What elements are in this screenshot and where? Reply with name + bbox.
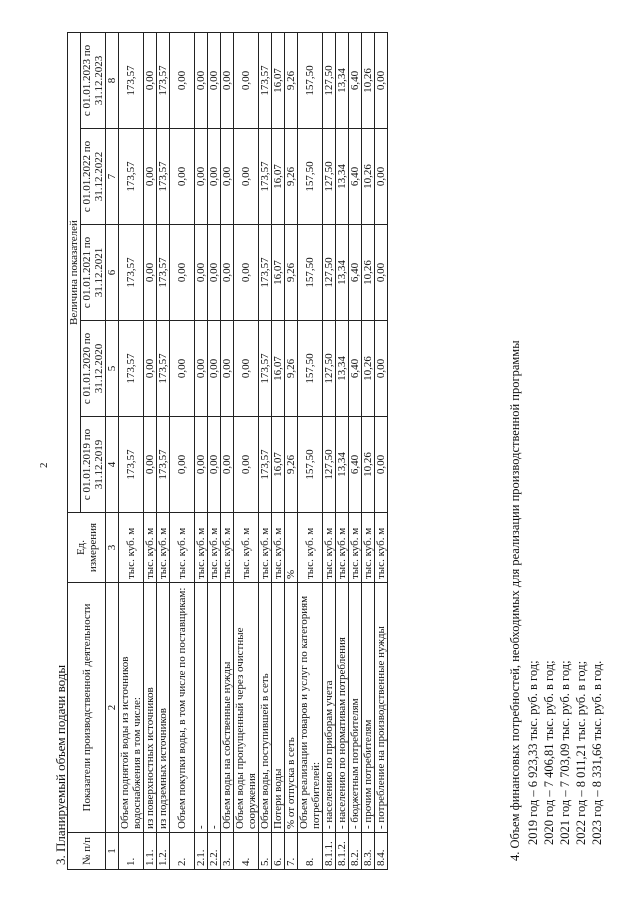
row-value: 0,00 [375,417,388,513]
row-value: 0,00 [208,225,221,321]
row-value: 0,00 [208,33,221,129]
row-unit: тыс. куб. м [119,513,144,583]
row-value: 127,50 [323,33,336,129]
row-number: 2.1. [195,833,208,870]
row-value: 16,07 [272,33,285,129]
row-indicator: - [208,583,221,833]
row-value: 16,07 [272,321,285,417]
row-number: 2.2. [208,833,221,870]
table-row [157,33,170,870]
table-row [336,33,349,870]
row-number: 8.2. [349,833,362,870]
row-value: 6,40 [349,417,362,513]
row-value: 0,00 [195,33,208,129]
row-value: 0,00 [375,33,388,129]
row-value: 173,57 [157,33,170,129]
row-indicator: Потери воды [272,583,285,833]
row-value: 173,57 [259,33,272,129]
row-value: 157,50 [298,417,323,513]
row-value: 0,00 [221,33,234,129]
row-unit: тыс. куб. м [144,513,157,583]
row-value: 9,26 [285,33,298,129]
row-value: 173,57 [157,321,170,417]
table-row [323,33,336,870]
row-value: 6,40 [349,225,362,321]
row-indicator: из подземных источников [157,583,170,833]
row-value: 16,07 [272,129,285,225]
row-unit: тыс. куб. м [208,513,221,583]
row-value: 6,40 [349,321,362,417]
row-value: 173,57 [119,225,144,321]
row-value: 9,26 [285,321,298,417]
row-value: 0,00 [195,129,208,225]
row-value: 127,50 [323,129,336,225]
table-row [349,33,362,870]
row-unit: тыс. куб. м [298,513,323,583]
table-row [362,33,375,870]
table-row [170,33,195,870]
row-number: 5. [259,833,272,870]
row-value: 10,26 [362,417,375,513]
row-value: 157,50 [298,225,323,321]
row-value: 0,00 [208,417,221,513]
row-value: 0,00 [208,321,221,417]
section-4-title: 4. Объем финансовых потребностей, необходимых для реализации производственной программы [508,340,522,861]
row-number: 1.2. [157,833,170,870]
column-index: 5 [106,321,119,417]
row-indicator: - населению по приборам учета [323,583,336,833]
row-value: 6,40 [349,33,362,129]
header-indicator: Показатели производственной деятельности [68,583,106,833]
row-value: 0,00 [234,33,259,129]
row-value: 0,00 [170,417,195,513]
column-index: 3 [106,513,119,583]
column-index: 4 [106,417,119,513]
row-value: 173,57 [157,225,170,321]
row-value: 0,00 [144,225,157,321]
row-value: 0,00 [234,129,259,225]
table-row [208,33,221,870]
row-unit: тыс. куб. м [323,513,336,583]
row-value: 9,26 [285,225,298,321]
row-value: 173,57 [259,225,272,321]
header-period: с 01.01.2021 по 31.12.2021 [81,225,106,321]
table-row [144,33,157,870]
column-index: 7 [106,129,119,225]
row-indicator: Объем покупки воды, в том числе по поставщикам: [170,583,195,833]
header-period: с 01.01.2019 по 31.12.2019 [81,417,106,513]
row-value: 157,50 [298,321,323,417]
row-value: 16,07 [272,225,285,321]
column-index: 6 [106,225,119,321]
row-unit: тыс. куб. м [362,513,375,583]
column-index: 2 [106,583,119,833]
row-unit: тыс. куб. м [375,513,388,583]
finance-year-line: 2022 год – 8 011,21 тыс. руб. в год; [574,660,588,845]
row-indicator: % от отпуска в сеть [285,583,298,833]
row-indicator: из поверхностных источников [144,583,157,833]
column-index: 8 [106,33,119,129]
row-value: 0,00 [195,225,208,321]
row-value: 0,00 [375,225,388,321]
finance-year-line: 2019 год – 6 923,33 тыс. руб. в год; [526,660,540,845]
row-unit: % [285,513,298,583]
row-value: 0,00 [375,321,388,417]
row-number: 8.1.2. [336,833,349,870]
row-value: 0,00 [144,33,157,129]
row-value: 13,34 [336,129,349,225]
row-indicator: - прочим потребителям [362,583,375,833]
row-value: 13,34 [336,321,349,417]
finance-year-line: 2021 год – 7 703,09 тыс. руб. в год; [558,660,572,845]
finance-year-line: 2020 год – 7 406,81 тыс. руб. в год; [542,660,556,845]
table-row [298,33,323,870]
row-value: 0,00 [195,417,208,513]
row-value: 173,57 [119,33,144,129]
row-number: 3. [221,833,234,870]
row-number: 4. [234,833,259,870]
row-value: 16,07 [272,417,285,513]
row-value: 10,26 [362,129,375,225]
row-unit: тыс. куб. м [336,513,349,583]
row-indicator: - [195,583,208,833]
table-row [234,33,259,870]
row-value: 173,57 [259,129,272,225]
row-value: 0,00 [234,321,259,417]
row-unit: тыс. куб. м [157,513,170,583]
row-value: 173,57 [119,129,144,225]
column-index-row [106,33,119,870]
row-indicator: Объем воды на собственные нужды [221,583,234,833]
row-indicator: - населению по нормативам потребления [336,583,349,833]
row-number: 7. [285,833,298,870]
row-value: 10,26 [362,33,375,129]
row-indicator: - потребление на производственные нужды [375,583,388,833]
row-value: 0,00 [208,129,221,225]
row-value: 173,57 [157,417,170,513]
table-row [221,33,234,870]
page-number: 2 [38,462,50,468]
header-num: № п/п [68,833,106,870]
row-indicator: - бюджетным потребителям [349,583,362,833]
row-number: 6. [272,833,285,870]
row-value: 173,57 [259,417,272,513]
row-value: 13,34 [336,225,349,321]
row-value: 10,26 [362,225,375,321]
row-value: 0,00 [170,225,195,321]
row-value: 173,57 [157,129,170,225]
row-unit: тыс. куб. м [170,513,195,583]
row-value: 6,40 [349,129,362,225]
table-row [195,33,208,870]
row-value: 13,34 [336,33,349,129]
table-row [119,33,144,870]
row-value: 0,00 [221,225,234,321]
row-value: 127,50 [323,225,336,321]
table-row [375,33,388,870]
table-row [259,33,272,870]
column-index: 1 [106,833,119,870]
row-value: 0,00 [170,129,195,225]
row-unit: тыс. куб. м [221,513,234,583]
row-value: 0,00 [375,129,388,225]
row-indicator: Объем поднятой воды из источников водоснабжения в том числе: [119,583,144,833]
row-value: 0,00 [234,225,259,321]
row-value: 13,34 [336,417,349,513]
row-number: 8.3. [362,833,375,870]
header-period: с 01.01.2020 по 31.12.2020 [81,321,106,417]
finance-year-line: 2023 год – 8 331,66 тыс. руб. в год. [590,660,604,845]
row-value: 127,50 [323,321,336,417]
row-value: 0,00 [234,417,259,513]
row-unit: тыс. куб. м [349,513,362,583]
row-value: 0,00 [170,321,195,417]
row-value: 127,50 [323,417,336,513]
row-indicator: Объем воды пропущенный через очистные сооружения [234,583,259,833]
row-number: 8.1.1. [323,833,336,870]
row-indicator: Объем воды, поступившей в сеть [259,583,272,833]
section-3-title: 3. Планируемый объем подачи воды [53,664,68,865]
row-number: 1.1. [144,833,157,870]
row-value: 0,00 [221,417,234,513]
row-value: 9,26 [285,417,298,513]
row-value: 0,00 [144,129,157,225]
row-number: 1. [119,833,144,870]
row-unit: тыс. куб. м [272,513,285,583]
row-value: 0,00 [195,321,208,417]
row-value: 10,26 [362,321,375,417]
row-number: 8. [298,833,323,870]
table-row [272,33,285,870]
row-value: 157,50 [298,129,323,225]
header-group: Величина показателей [68,33,81,513]
row-value: 173,57 [119,321,144,417]
finance-years-list [525,660,605,845]
header-period: с 01.01.2023 по 31.12.2023 [81,33,106,129]
header-period: с 01.01.2022 по 31.12.2022 [81,129,106,225]
row-value: 173,57 [119,417,144,513]
row-unit: тыс. куб. м [195,513,208,583]
row-number: 8.4. [375,833,388,870]
water-supply-table [67,32,388,870]
row-indicator: Объем реализации товаров и услуг по категориям потребителей: [298,583,323,833]
header-unit: Ед. измерения [68,513,106,583]
row-value: 0,00 [144,417,157,513]
row-value: 0,00 [144,321,157,417]
row-value: 0,00 [221,129,234,225]
row-value: 0,00 [170,33,195,129]
table-row [285,33,298,870]
row-value: 173,57 [259,321,272,417]
row-unit: тыс. куб. м [259,513,272,583]
row-value: 9,26 [285,129,298,225]
row-value: 0,00 [221,321,234,417]
row-number: 2. [170,833,195,870]
row-value: 157,50 [298,33,323,129]
row-unit: тыс. куб. м [234,513,259,583]
